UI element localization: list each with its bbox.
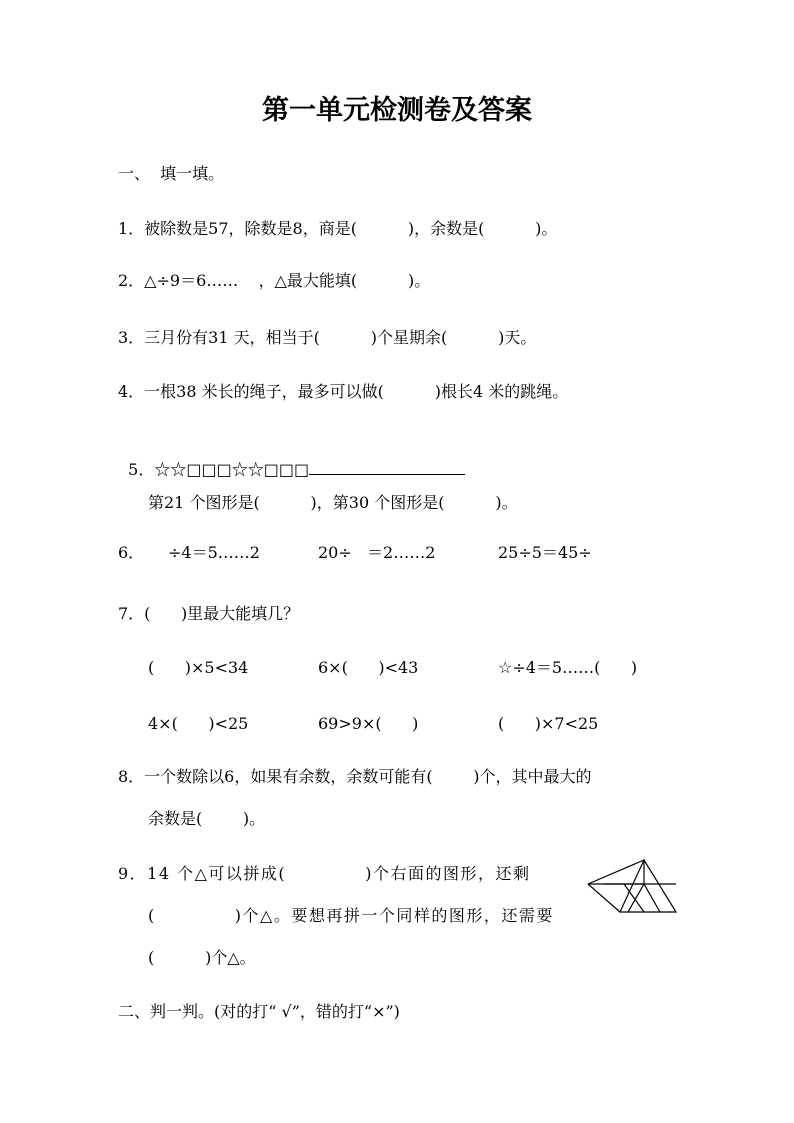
question-5-sub: 第21 个图形是( )，第30 个图形是( )。	[148, 493, 518, 512]
question-5-pattern	[118, 437, 465, 481]
question-6-b: 20÷ ＝2……2	[318, 543, 436, 562]
question-9-line3: ( )个△。	[148, 948, 256, 967]
question-7-item: ( )×5<34	[148, 658, 249, 677]
page-title: 第一单元检测卷及答案	[262, 95, 532, 126]
question-8-line1: 8．一个数除以6，如果有余数，余数可能有( )个，其中最大的	[118, 767, 592, 786]
answer-blank-line	[309, 460, 465, 475]
question-7-item: 6×( )<43	[318, 658, 419, 677]
question-6-number: 6．	[118, 543, 145, 562]
triangle-edge	[644, 884, 660, 912]
question-9-line1: 9．14 个△可以拼成( )个右面的图形，还剩	[118, 864, 531, 883]
question-4: 4．一根38 米长的绳子，最多可以做( )根长4 米的跳绳。	[118, 382, 569, 401]
question-7-item: 4×( )<25	[148, 714, 249, 733]
question-5-pattern-text: 5．☆☆□□□☆☆□□□	[128, 460, 310, 479]
question-7-stem: 7．( )里最大能填几？	[118, 604, 300, 623]
question-7-item: ( )×7<25	[498, 714, 599, 733]
question-1: 1．被除数是57，除数是8，商是( )，余数是( )。	[118, 219, 558, 238]
section2-heading: 二、判一判。(对的打“ √”，错的打“×”)	[118, 1002, 400, 1021]
question-6-a: ÷4＝5……2	[168, 543, 260, 562]
question-6-c: 25÷5＝45÷	[498, 543, 592, 562]
triangle-shape	[588, 860, 644, 884]
question-7-item: ☆÷4＝5……( )	[498, 658, 638, 677]
triangle-figure	[586, 856, 682, 916]
question-3: 3．三月份有31 天，相当于( )个星期余( )天。	[118, 328, 537, 347]
question-2: 2．△÷9＝6…… ，△最大能填( )。	[118, 271, 431, 290]
question-7-item: 69>9×( )	[318, 714, 419, 733]
question-9-line2: ( )个△。要想再拼一个同样的图形，还需要	[148, 906, 554, 925]
question-8-line2: 余数是( )。	[148, 809, 266, 828]
triangle-shape	[620, 860, 676, 912]
section1-heading: 一、 填一填。	[118, 164, 225, 183]
triangle-edge	[588, 884, 620, 912]
